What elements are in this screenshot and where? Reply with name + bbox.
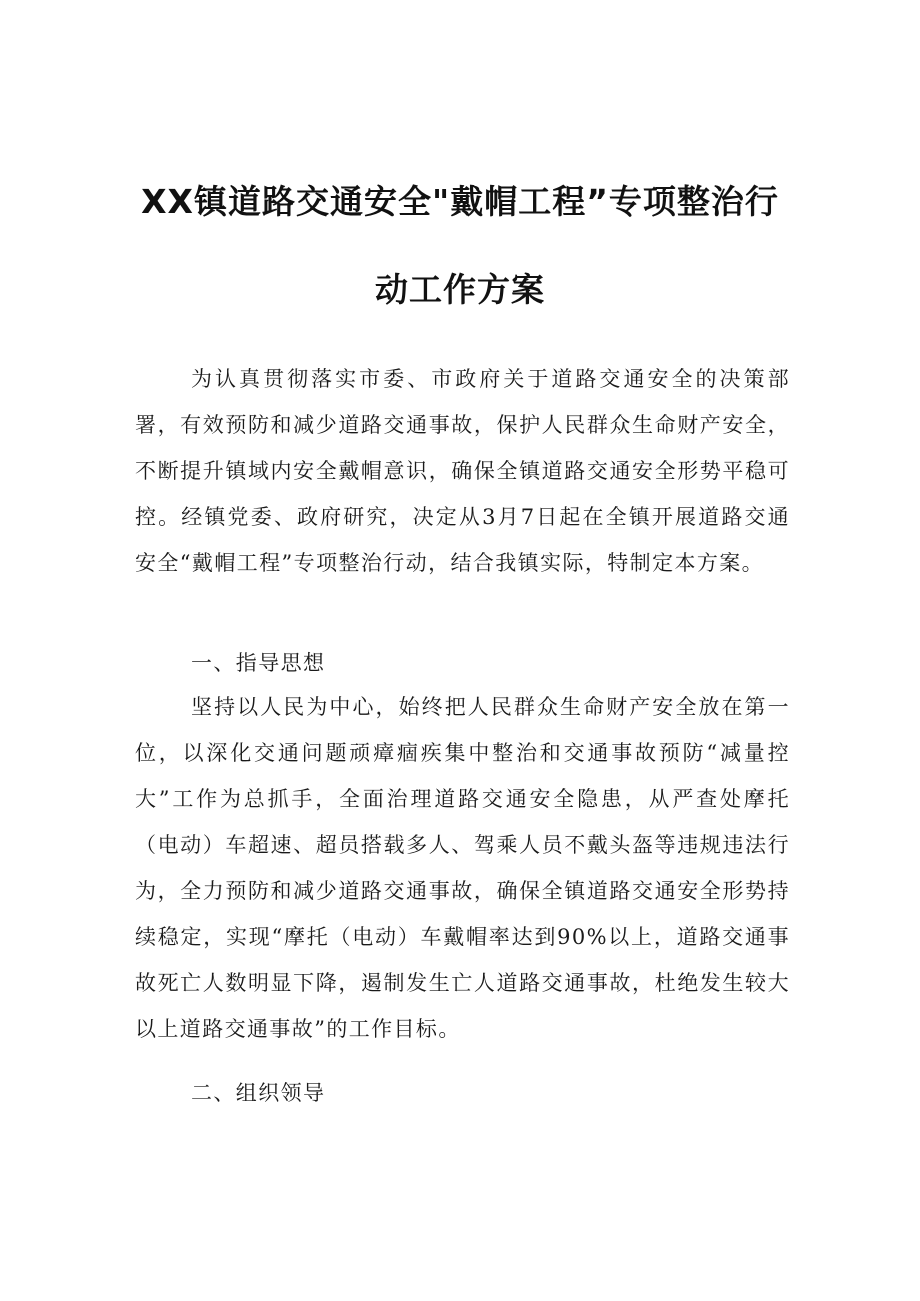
intro-paragraph: 为认真贯彻落实市委、市政府关于道路交通安全的决策部署，有效预防和减少道路交通事故，保护人民群众生命财产安全，不断提升镇域内安全戴帽意识，确保全镇道路交通安全形势平稳可控。经镇党委、政府研究，决定从3月7日起在全镇开展道路交通安全“戴帽工程”专项整治行动，结合我镇实际，特制定本方案。	[135, 367, 790, 575]
document-title-line-2: 动工作方案	[375, 270, 545, 309]
section-heading-guiding-thought: 一、指导思想	[191, 651, 326, 675]
guiding-thought-paragraph: 坚持以人民为中心，始终把人民群众生命财产安全放在第一位，以深化交通问题顽瘴痼疾集中整治和交通事故预防“减量控大”工作为总抓手，全面治理道路交通安全隐患，从严查处摩托（电动）车超速、超员搭载多人、驾乘人员不戴头盔等违规违法行为，全力预防和减少道路交通事故，确保全镇道路交通安全形势持续稳定，实现“摩托（电动）车戴帽率达到90%以上，道路交通事故死亡人数明显下降，遏制发生亡人道路交通事故，杜绝发生较大以上道路交通事故”的工作目标。	[135, 695, 790, 1041]
section-heading-organization: 二、组织领导	[191, 1081, 326, 1105]
document-title-line-1: XX镇道路交通安全"戴帽工程”专项整治行	[141, 182, 779, 221]
